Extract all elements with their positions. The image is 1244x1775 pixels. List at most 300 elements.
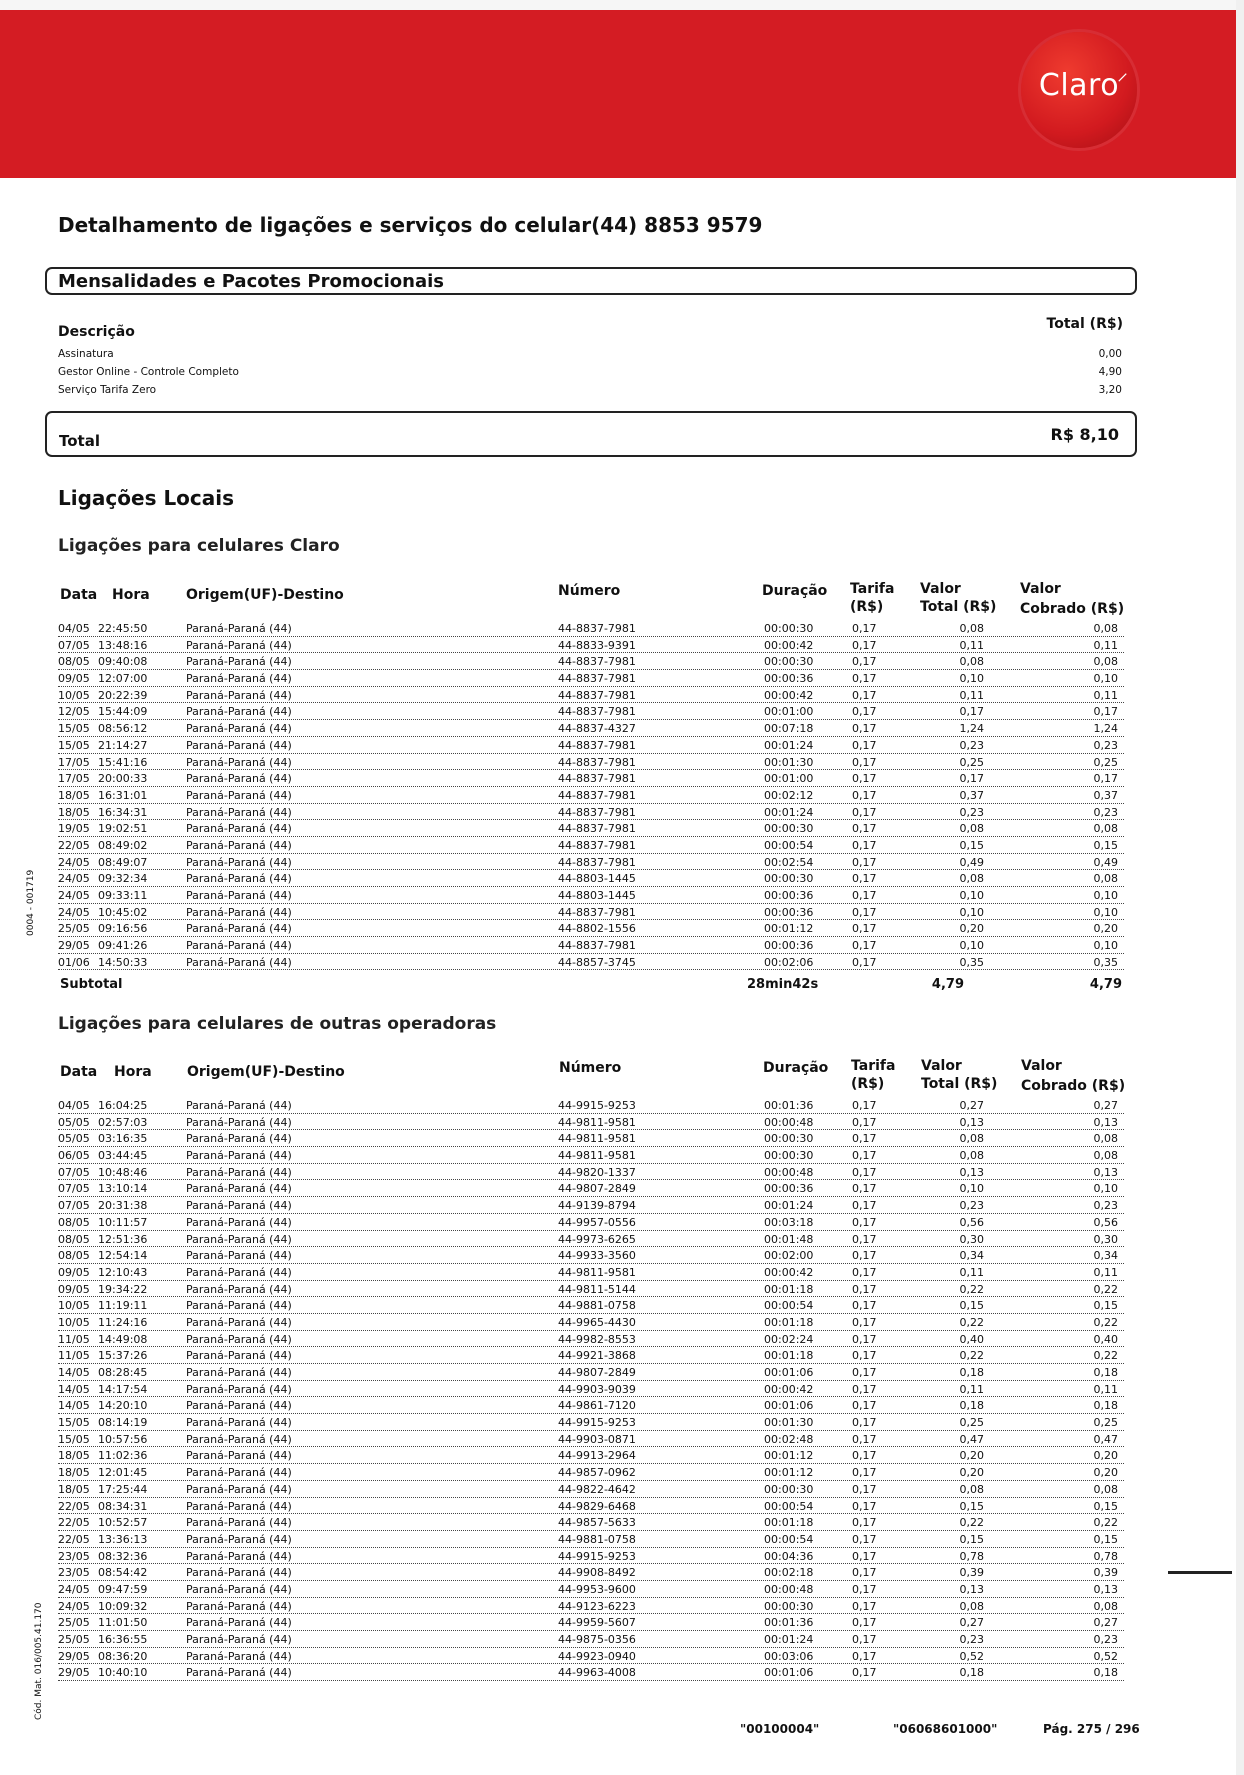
row-valor-cobrado: 0,23 [1093,1633,1118,1646]
row-duracao: 00:00:30 [764,1149,814,1163]
row-numero: 44-8833-9391 [558,638,636,652]
row-data: 17/05 [58,755,90,769]
row-origem: Paraná-Paraná (44) [186,1349,292,1363]
row-valor-cobrado: 0,34 [1093,1249,1118,1263]
mensalidade-item [58,366,1122,384]
row-valor-cobrado: 0,56 [1093,1215,1118,1229]
row-tarifa: 0,17 [852,1582,877,1596]
outras-table-title: Ligações para celulares de outras operadoras [58,1014,497,1034]
mensalidade-item [58,348,1122,366]
mensalidade-value: 3,20 [1098,384,1122,396]
row-data: 07/05 [58,1199,90,1213]
row-valor-total: 0,11 [959,1382,984,1396]
row-tarifa: 0,17 [852,1532,877,1546]
row-numero: 44-8802-1556 [558,922,636,936]
row-tarifa: 0,17 [852,1649,877,1663]
row-tarifa: 0,17 [852,672,877,686]
row-duracao: 00:01:24 [764,738,814,752]
col-hora: Hora [114,1064,152,1080]
row-origem: Paraná-Paraná (44) [186,638,292,652]
row-origem: Paraná-Paraná (44) [186,622,292,635]
row-origem: Paraná-Paraná (44) [186,755,292,769]
row-valor-cobrado: 1,24 [1093,722,1118,736]
row-tarifa: 0,17 [852,805,877,819]
row-numero: 44-9829-6468 [558,1499,636,1513]
row-hora: 08:32:36 [98,1549,148,1563]
table-row [58,1314,1124,1331]
row-duracao: 00:01:48 [764,1232,814,1246]
row-data: 15/05 [58,1432,90,1446]
row-numero: 44-9822-4642 [558,1482,636,1496]
row-numero: 44-9921-3868 [558,1349,636,1363]
row-tarifa: 0,17 [852,855,877,869]
row-numero: 44-9807-2849 [558,1366,636,1379]
row-valor-total: 0,08 [959,822,984,836]
row-duracao: 00:00:42 [764,688,814,702]
table-row [58,687,1124,704]
row-valor-total: 0,11 [959,688,984,702]
row-hora: 13:36:13 [98,1532,148,1546]
row-tarifa: 0,17 [852,1265,877,1279]
row-valor-total: 0,37 [959,788,984,802]
row-hora: 12:10:43 [98,1265,148,1279]
row-duracao: 00:00:42 [764,1265,814,1279]
table-row [58,1447,1124,1464]
col-valor-c: Valor [1021,1058,1062,1074]
row-valor-cobrado: 0,13 [1093,1165,1118,1179]
row-tarifa: 0,17 [852,655,877,669]
row-valor-cobrado: 0,18 [1093,1366,1118,1379]
row-data: 23/05 [58,1566,90,1580]
row-numero: 44-8837-7981 [558,688,636,702]
table-row [58,870,1124,887]
row-data: 23/05 [58,1549,90,1563]
row-valor-total: 0,40 [959,1332,984,1346]
row-valor-total: 0,23 [959,1199,984,1213]
row-valor-total: 0,11 [959,1265,984,1279]
table-row [58,1347,1124,1364]
row-valor-cobrado: 0,10 [1093,939,1118,953]
row-valor-total: 0,22 [959,1282,984,1296]
table-row [58,1364,1124,1381]
row-hora: 10:45:02 [98,905,148,919]
row-tarifa: 0,17 [852,705,877,719]
row-hora: 22:45:50 [98,622,148,635]
row-hora: 03:16:35 [98,1132,148,1146]
col-duracao: Duração [762,583,828,599]
row-valor-cobrado: 0,08 [1093,1132,1118,1146]
row-data: 14/05 [58,1366,90,1379]
col-valor-c: Valor [1020,581,1061,597]
row-numero: 44-9857-0962 [558,1466,636,1480]
col-numero: Número [559,1060,622,1076]
row-duracao: 00:00:30 [764,822,814,836]
row-numero: 44-9881-0758 [558,1532,636,1546]
row-origem: Paraná-Paraná (44) [186,1382,292,1396]
col-valor: Valor [921,1058,962,1074]
row-data: 09/05 [58,1265,90,1279]
row-origem: Paraná-Paraná (44) [186,705,292,719]
row-tarifa: 0,17 [852,722,877,736]
row-numero: 44-8837-7981 [558,655,636,669]
row-tarifa: 0,17 [852,905,877,919]
row-duracao: 00:01:12 [764,1449,814,1463]
col-valor-total: Total (R$) [921,1076,998,1092]
row-hora: 17:25:44 [98,1482,148,1496]
row-valor-total: 1,24 [959,722,984,736]
row-origem: Paraná-Paraná (44) [186,1182,292,1196]
mensalidade-label: Gestor Online - Controle Completo [58,366,239,378]
row-data: 24/05 [58,905,90,919]
row-data: 10/05 [58,1299,90,1313]
row-duracao: 00:00:54 [764,1499,814,1513]
row-duracao: 00:01:30 [764,1416,814,1430]
row-duracao: 00:00:36 [764,1182,814,1196]
row-hora: 02:57:03 [98,1115,148,1129]
row-data: 15/05 [58,738,90,752]
row-tarifa: 0,17 [852,1449,877,1463]
row-numero: 44-8837-7981 [558,622,636,635]
row-hora: 13:48:16 [98,638,148,652]
footer-code-1: "00100004" [740,1722,820,1736]
row-numero: 44-9807-2849 [558,1182,636,1196]
row-numero: 44-9973-6265 [558,1232,636,1246]
row-numero: 44-9811-9581 [558,1115,636,1129]
row-valor-total: 0,52 [959,1649,984,1663]
row-data: 17/05 [58,772,90,786]
row-duracao: 00:00:36 [764,672,814,686]
row-valor-total: 0,22 [959,1516,984,1530]
row-origem: Paraná-Paraná (44) [186,855,292,869]
row-data: 12/05 [58,705,90,719]
row-numero: 44-8837-7981 [558,855,636,869]
row-data: 22/05 [58,838,90,852]
row-duracao: 00:04:36 [764,1549,814,1563]
row-data: 07/05 [58,1182,90,1196]
row-hora: 15:37:26 [98,1349,148,1363]
row-duracao: 00:01:00 [764,705,814,719]
row-valor-total: 0,22 [959,1349,984,1363]
row-valor-cobrado: 0,20 [1093,922,1118,936]
claro-table-title: Ligações para celulares Claro [58,536,340,556]
row-hora: 08:54:42 [98,1566,148,1580]
row-hora: 14:49:08 [98,1332,148,1346]
row-duracao: 00:01:00 [764,772,814,786]
row-valor-cobrado: 0,18 [1093,1399,1118,1413]
col-data: Data [60,587,98,603]
row-tarifa: 0,17 [852,1416,877,1430]
row-tarifa: 0,17 [852,955,877,969]
row-origem: Paraná-Paraná (44) [186,1132,292,1146]
row-hora: 20:22:39 [98,688,148,702]
table-row [58,787,1124,804]
row-duracao: 00:01:24 [764,1199,814,1213]
row-data: 18/05 [58,788,90,802]
page-label: Pág. [1043,1722,1073,1736]
row-data: 09/05 [58,672,90,686]
row-numero: 44-8837-7981 [558,672,636,686]
row-valor-total: 0,20 [959,1466,984,1480]
row-valor-cobrado: 0,39 [1093,1566,1118,1580]
row-data: 25/05 [58,922,90,936]
row-tarifa: 0,17 [852,1282,877,1296]
row-origem: Paraná-Paraná (44) [186,1482,292,1496]
row-tarifa: 0,17 [852,1149,877,1163]
row-data: 04/05 [58,622,90,635]
row-tarifa: 0,17 [852,1249,877,1263]
row-numero: 44-9915-9253 [558,1549,636,1563]
table-row [58,804,1124,821]
row-valor-cobrado: 0,11 [1093,688,1118,702]
row-numero: 44-8837-7981 [558,788,636,802]
row-data: 24/05 [58,872,90,886]
row-hora: 16:04:25 [98,1099,148,1112]
row-origem: Paraná-Paraná (44) [186,889,292,902]
row-duracao: 00:01:18 [764,1516,814,1530]
row-valor-total: 0,34 [959,1249,984,1263]
row-duracao: 00:02:12 [764,788,814,802]
row-valor-total: 0,25 [959,1416,984,1430]
row-hora: 11:01:50 [98,1616,148,1630]
row-duracao: 00:02:18 [764,1566,814,1580]
row-valor-cobrado: 0,23 [1093,738,1118,752]
row-valor-total: 0,13 [959,1582,984,1596]
row-origem: Paraná-Paraná (44) [186,1099,292,1112]
row-data: 24/05 [58,1582,90,1596]
row-numero: 44-9915-9253 [558,1099,636,1112]
row-numero: 44-9820-1337 [558,1165,636,1179]
row-numero: 44-9123-6223 [558,1599,636,1613]
row-duracao: 00:01:30 [764,755,814,769]
page-total: 296 [1114,1722,1140,1736]
row-hora: 09:33:11 [98,889,148,902]
row-duracao: 00:00:54 [764,1299,814,1313]
row-duracao: 00:00:48 [764,1582,814,1596]
table-row [58,1648,1124,1665]
row-numero: 44-8803-1445 [558,889,636,902]
row-duracao: 00:01:36 [764,1099,814,1112]
claro-rows [58,620,1124,970]
row-duracao: 00:01:06 [764,1366,814,1379]
row-numero: 44-9903-0871 [558,1432,636,1446]
footer-code-2: "06068601000" [893,1722,998,1736]
row-hora: 10:40:10 [98,1666,148,1680]
row-numero: 44-8837-7981 [558,805,636,819]
row-valor-cobrado: 0,22 [1093,1516,1118,1530]
row-valor-cobrado: 0,27 [1093,1099,1118,1112]
row-duracao: 00:01:06 [764,1666,814,1680]
row-origem: Paraná-Paraná (44) [186,805,292,819]
row-tarifa: 0,17 [852,738,877,752]
row-duracao: 00:00:30 [764,655,814,669]
table-row [58,1197,1124,1214]
row-valor-cobrado: 0,22 [1093,1315,1118,1329]
row-tarifa: 0,17 [852,1366,877,1379]
table-row [58,854,1124,871]
mensalidades-header-box [45,267,1137,295]
row-numero: 44-9953-9600 [558,1582,636,1596]
row-valor-cobrado: 0,10 [1093,905,1118,919]
table-row [58,1264,1124,1281]
row-valor-total: 0,17 [959,705,984,719]
table-row [58,1531,1124,1548]
row-valor-total: 0,15 [959,1299,984,1313]
total-label: Total [59,432,100,450]
row-hora: 10:48:46 [98,1165,148,1179]
row-origem: Paraná-Paraná (44) [186,1432,292,1446]
row-origem: Paraná-Paraná (44) [186,655,292,669]
row-numero: 44-9811-9581 [558,1265,636,1279]
col-tarifa-unit: (R$) [850,599,884,615]
row-tarifa: 0,17 [852,1315,877,1329]
row-valor-total: 0,27 [959,1616,984,1630]
col-cobrado: Cobrado (R$) [1021,1078,1126,1094]
row-data: 18/05 [58,805,90,819]
row-duracao: 00:01:18 [764,1282,814,1296]
row-origem: Paraná-Paraná (44) [186,872,292,886]
row-duracao: 00:00:54 [764,838,814,852]
row-duracao: 00:01:18 [764,1349,814,1363]
row-hora: 12:54:14 [98,1249,148,1263]
row-valor-total: 0,15 [959,1499,984,1513]
row-origem: Paraná-Paraná (44) [186,1532,292,1546]
row-numero: 44-8837-7981 [558,705,636,719]
row-tarifa: 0,17 [852,622,877,635]
row-data: 15/05 [58,1416,90,1430]
table-row [58,1180,1124,1197]
row-valor-total: 0,10 [959,889,984,902]
row-data: 18/05 [58,1482,90,1496]
side-control-code: 0004 - 001719 [26,869,36,936]
row-valor-cobrado: 0,15 [1093,838,1118,852]
row-origem: Paraná-Paraná (44) [186,1282,292,1296]
col-valor-total: Total (R$) [920,599,997,615]
row-data: 15/05 [58,722,90,736]
row-valor-cobrado: 0,18 [1093,1666,1118,1680]
col-valor: Valor [920,581,961,597]
row-valor-total: 0,18 [959,1399,984,1413]
row-valor-cobrado: 0,23 [1093,1199,1118,1213]
table-row [58,1614,1124,1631]
row-duracao: 00:00:42 [764,638,814,652]
row-valor-cobrado: 0,52 [1093,1649,1118,1663]
row-valor-cobrado: 0,10 [1093,1182,1118,1196]
row-tarifa: 0,17 [852,1332,877,1346]
row-duracao: 00:02:24 [764,1332,814,1346]
row-hora: 14:17:54 [98,1382,148,1396]
row-valor-total: 0,30 [959,1232,984,1246]
row-numero: 44-9965-4430 [558,1315,636,1329]
table-row [58,1431,1124,1448]
row-tarifa: 0,17 [852,822,877,836]
row-tarifa: 0,17 [852,1516,877,1530]
row-numero: 44-9857-5633 [558,1516,636,1530]
row-valor-total: 0,08 [959,1149,984,1163]
row-numero: 44-9923-0940 [558,1649,636,1663]
table-row [58,1581,1124,1598]
table-row [58,1331,1124,1348]
row-valor-cobrado: 0,13 [1093,1582,1118,1596]
mensalidade-item [58,384,1122,402]
row-valor-total: 0,15 [959,1532,984,1546]
table-row [58,1631,1124,1648]
table-row [58,1664,1124,1681]
mensalidade-label: Assinatura [58,348,114,360]
row-valor-cobrado: 0,15 [1093,1532,1118,1546]
row-valor-cobrado: 0,10 [1093,672,1118,686]
row-data: 18/05 [58,1449,90,1463]
row-origem: Paraná-Paraná (44) [186,922,292,936]
row-tarifa: 0,17 [852,1566,877,1580]
row-data: 10/05 [58,688,90,702]
row-origem: Paraná-Paraná (44) [186,1199,292,1213]
row-numero: 44-9982-8553 [558,1332,636,1346]
row-valor-total: 0,18 [959,1366,984,1379]
row-origem: Paraná-Paraná (44) [186,1599,292,1613]
table-row [58,637,1124,654]
row-valor-total: 0,20 [959,1449,984,1463]
col-tarifa: Tarifa [850,581,895,597]
row-data: 24/05 [58,1599,90,1613]
row-numero: 44-9811-5144 [558,1282,636,1296]
row-data: 29/05 [58,1666,90,1680]
row-hora: 19:02:51 [98,822,148,836]
row-valor-cobrado: 0,20 [1093,1449,1118,1463]
row-numero: 44-9908-8492 [558,1566,636,1580]
row-data: 08/05 [58,1249,90,1263]
row-hora: 08:49:02 [98,838,148,852]
row-valor-cobrado: 0,11 [1093,1382,1118,1396]
row-duracao: 00:00:36 [764,939,814,953]
table-row [58,1397,1124,1414]
row-hora: 14:20:10 [98,1399,148,1413]
row-valor-total: 0,13 [959,1165,984,1179]
row-hora: 09:16:56 [98,922,148,936]
row-hora: 16:36:55 [98,1633,148,1646]
row-origem: Paraná-Paraná (44) [186,1399,292,1413]
row-hora: 15:41:16 [98,755,148,769]
col-duracao: Duração [763,1060,829,1076]
row-origem: Paraná-Paraná (44) [186,1115,292,1129]
row-valor-total: 0,47 [959,1432,984,1446]
row-tarifa: 0,17 [852,1215,877,1229]
row-tarifa: 0,17 [852,638,877,652]
table-row [58,1414,1124,1431]
row-data: 05/05 [58,1132,90,1146]
row-origem: Paraná-Paraná (44) [186,1366,292,1379]
table-row [58,720,1124,737]
row-tarifa: 0,17 [852,1616,877,1630]
row-valor-total: 0,10 [959,939,984,953]
row-origem: Paraná-Paraná (44) [186,1466,292,1480]
margin-mark [1168,1571,1232,1574]
row-numero: 44-9811-9581 [558,1149,636,1163]
row-valor-cobrado: 0,11 [1093,638,1118,652]
row-numero: 44-8837-7981 [558,822,636,836]
table-row [58,954,1124,971]
table-row [58,1231,1124,1248]
row-valor-total: 0,78 [959,1549,984,1563]
row-origem: Paraná-Paraná (44) [186,1499,292,1513]
row-origem: Paraná-Paraná (44) [186,788,292,802]
row-valor-cobrado: 0,78 [1093,1549,1118,1563]
row-valor-total: 0,08 [959,1482,984,1496]
row-duracao: 00:00:36 [764,905,814,919]
row-duracao: 00:07:18 [764,722,814,736]
row-data: 11/05 [58,1349,90,1363]
row-valor-total: 0,08 [959,872,984,886]
row-hora: 19:34:22 [98,1282,148,1296]
